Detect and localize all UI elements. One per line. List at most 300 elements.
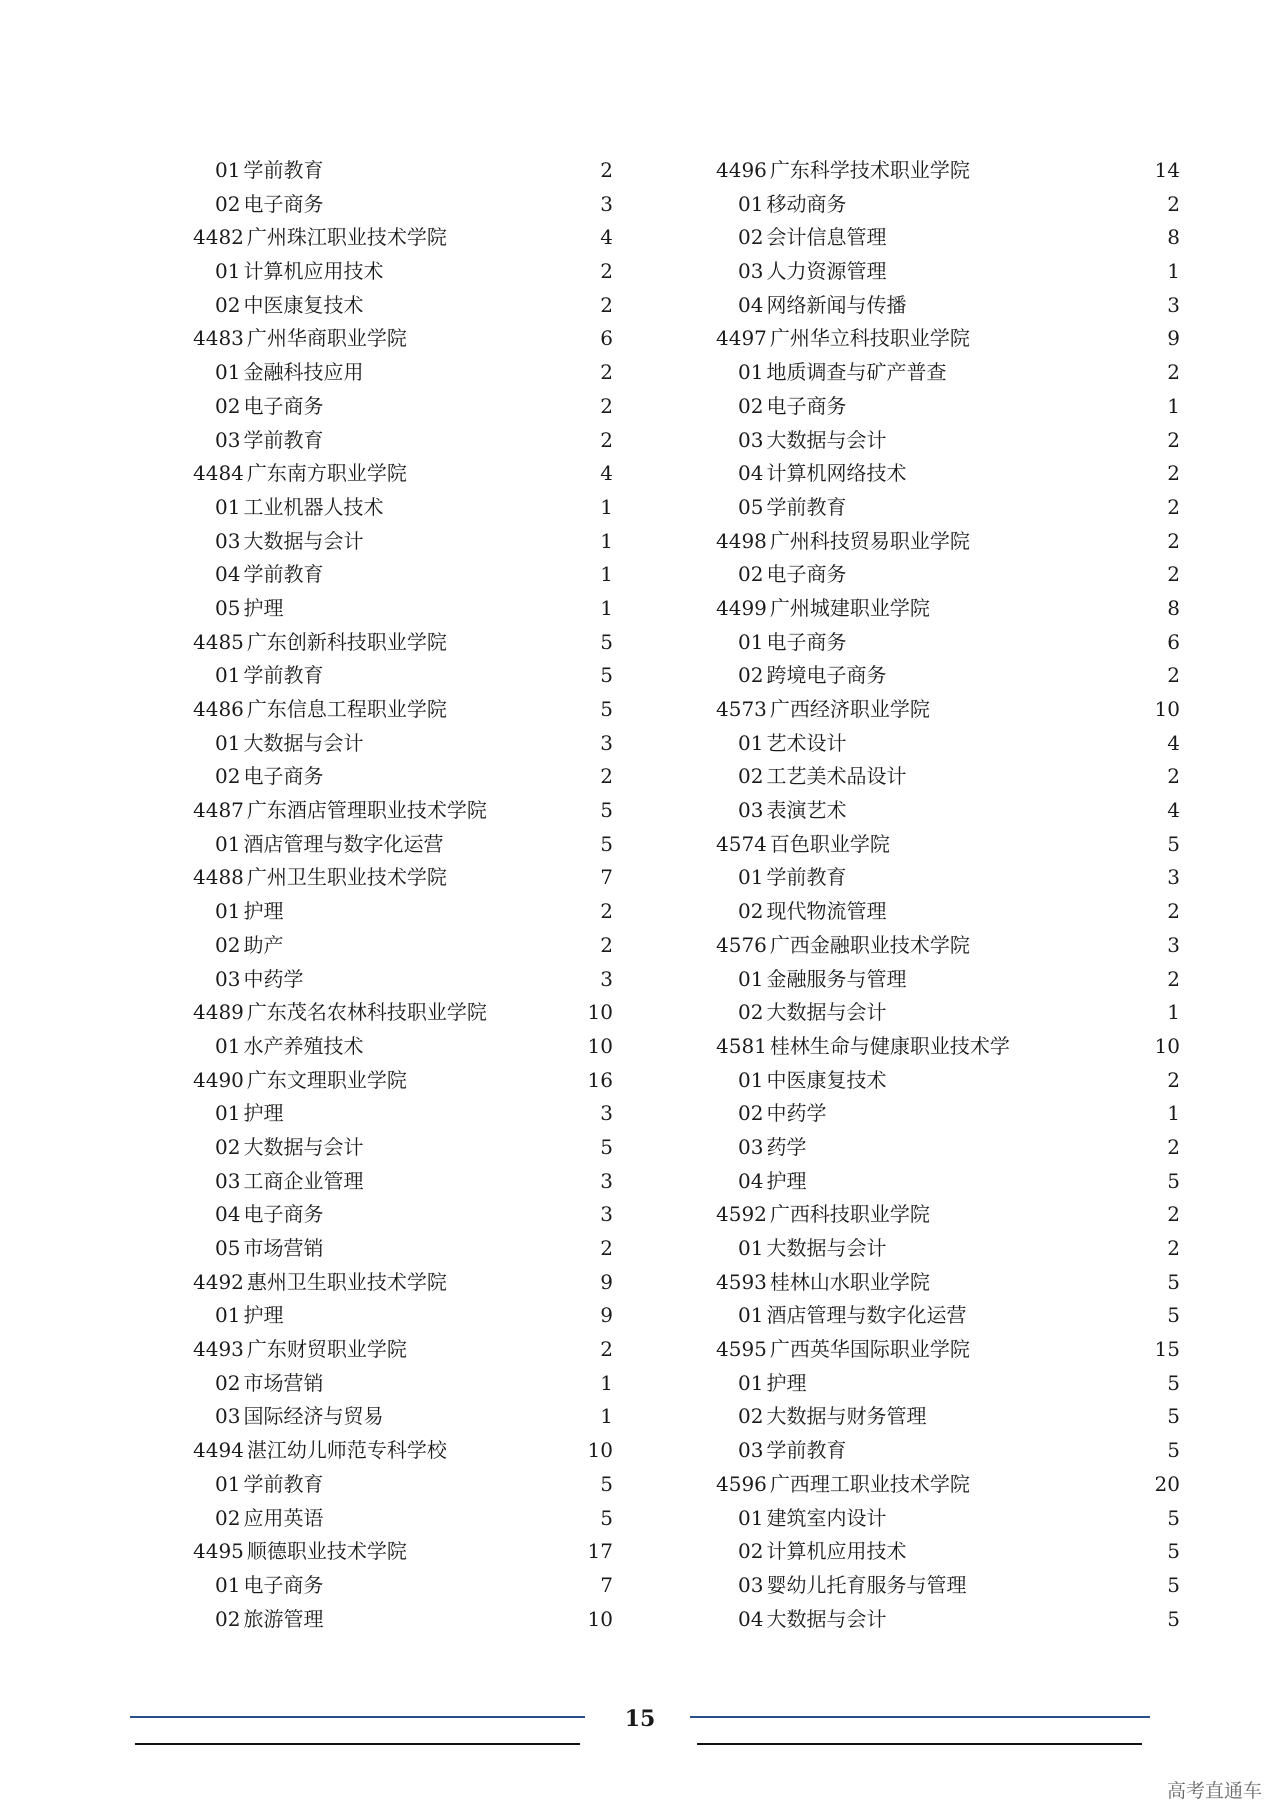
quota-count: 14 [1154,158,1180,182]
school-name: 广州科技贸易职业学院 [769,528,970,553]
quota-count: 10 [587,1606,613,1631]
school-name: 广州城建职业学院 [769,595,930,620]
major-row [716,659,1180,693]
major-name: 护理 [243,595,284,620]
major-code: 04 [738,292,764,317]
quota-count: 10 [587,1000,613,1025]
major-code: 03 [215,966,241,991]
major-code: 01 [215,1033,241,1058]
school-row [716,525,1180,559]
quota-count: 5 [1167,1269,1180,1294]
major-name: 大数据与财务管理 [766,1404,927,1429]
major-name: 电子商务 [243,191,324,216]
school-row [193,1535,643,1569]
major-name: 学前教育 [243,427,324,452]
quota-count: 2 [1167,360,1180,385]
school-row [193,1266,643,1300]
major-row [193,963,643,997]
quota-count: 2 [1167,562,1180,587]
quota-count: 2 [600,1337,613,1362]
school-code: 4592 [716,1202,767,1227]
quota-count: 3 [600,1168,613,1193]
quota-count: 5 [1167,1370,1180,1395]
school-name: 广东信息工程职业学院 [246,697,447,721]
quota-count: 6 [1167,629,1180,654]
quota-count: 1 [1167,1000,1180,1025]
major-row [716,1603,1180,1637]
quota-count: 8 [1167,595,1180,620]
school-name: 广州珠江职业技术学院 [246,225,447,250]
school-row [716,693,1180,727]
quota-count: 1 [1167,393,1180,418]
right-column [716,154,1180,1636]
page-number: 15 [624,1706,656,1732]
major-name: 建筑室内设计 [766,1505,887,1530]
quota-count: 4 [600,461,613,486]
major-row [193,390,643,424]
major-code: 01 [215,899,241,924]
major-row [193,659,643,693]
school-name: 广东南方职业学院 [246,461,407,486]
quota-count: 5 [600,831,613,856]
major-name: 网络新闻与传播 [766,292,907,317]
school-row [193,794,643,828]
school-row [193,861,643,895]
major-row [716,356,1180,390]
quota-count: 2 [600,899,613,924]
school-name: 广州卫生职业技术学院 [246,865,447,890]
major-code: 05 [738,494,764,519]
quota-count: 2 [1167,427,1180,452]
major-row [193,558,643,592]
school-code: 4595 [716,1337,767,1362]
school-row [716,1333,1180,1367]
major-row [193,255,643,289]
school-row [193,693,643,727]
major-row [716,1232,1180,1266]
quota-count: 2 [1167,663,1180,688]
major-row [193,525,643,559]
quota-count: 2 [600,1236,613,1260]
major-name: 护理 [766,1168,807,1193]
major-row [193,1198,643,1232]
quota-count: 16 [587,1067,613,1092]
major-code: 03 [738,1438,764,1463]
major-row [193,727,643,761]
major-code: 03 [215,1168,241,1193]
school-row [716,1198,1180,1232]
major-row [193,188,643,222]
school-name: 百色职业学院 [769,831,890,856]
quota-count: 7 [600,865,613,890]
major-code: 04 [738,461,764,486]
major-name: 跨境电子商务 [766,663,887,688]
major-row [193,1097,643,1131]
major-row [716,1400,1180,1434]
major-name: 市场营销 [243,1236,324,1260]
quota-count: 4 [600,225,613,250]
major-row [193,289,643,323]
major-code: 01 [215,259,241,284]
footer-rule-bottom-right [697,1743,1142,1745]
watermark-text: 高考直通车 [1166,1780,1262,1802]
major-row [716,760,1180,794]
major-code: 01 [215,663,241,688]
major-row [193,1131,643,1165]
quota-count: 1 [600,1404,613,1429]
major-name: 护理 [766,1370,807,1395]
major-row [716,1367,1180,1401]
major-code: 02 [738,1000,764,1025]
school-row [193,457,643,491]
school-code: 4495 [193,1539,244,1564]
school-code: 4493 [193,1337,244,1362]
quota-count: 2 [1167,1202,1180,1227]
major-code: 02 [215,292,241,317]
major-code: 03 [738,259,764,284]
school-row [716,1030,1180,1064]
major-code: 04 [215,1202,241,1227]
major-name: 护理 [243,1303,284,1328]
major-name: 计算机网络技术 [766,461,907,486]
major-row [716,861,1180,895]
quota-count: 2 [1167,494,1180,519]
quota-count: 9 [1167,326,1180,351]
major-code: 02 [215,191,241,216]
quota-count: 5 [600,798,613,823]
major-name: 电子商务 [766,629,847,654]
major-row [193,1030,643,1064]
major-name: 学前教育 [766,494,847,519]
major-name: 大数据与会计 [766,1606,887,1631]
major-code: 02 [738,562,764,587]
major-name: 大数据与会计 [766,427,887,452]
major-row [716,558,1180,592]
quota-count: 2 [1167,1067,1180,1092]
school-row [716,828,1180,862]
major-row [716,626,1180,660]
school-code: 4499 [716,595,767,620]
major-row [193,356,643,390]
footer-rule-bottom-left [135,1743,580,1745]
school-name: 顺德职业技术学院 [246,1539,407,1564]
quota-count: 5 [1167,1404,1180,1429]
school-code: 4490 [193,1067,244,1092]
major-name: 中医康复技术 [766,1067,887,1092]
school-name: 惠州卫生职业技术学院 [246,1269,447,1294]
school-code: 4574 [716,831,767,856]
major-row [193,1502,643,1536]
major-name: 学前教育 [243,562,324,587]
major-row [716,996,1180,1030]
quota-count: 5 [600,1134,613,1159]
school-code: 4482 [193,225,244,250]
major-code: 03 [215,427,241,452]
major-name: 大数据与会计 [243,528,364,553]
quota-count: 5 [1167,1572,1180,1597]
quota-count: 4 [1167,798,1180,823]
quota-count: 5 [600,697,613,721]
major-row [716,289,1180,323]
school-row [193,996,643,1030]
quota-count: 2 [1167,966,1180,991]
quota-count: 2 [1167,764,1180,789]
major-row [716,1502,1180,1536]
school-name: 广西英华国际职业学院 [769,1337,970,1362]
major-name: 国际经济与贸易 [243,1404,384,1429]
major-name: 艺术设计 [766,730,847,755]
quota-count: 3 [600,966,613,991]
major-code: 03 [738,427,764,452]
major-name: 酒店管理与数字化运营 [766,1303,967,1328]
major-name: 现代物流管理 [766,899,887,924]
school-name: 广西理工职业技术学院 [769,1471,970,1496]
school-code: 4497 [716,326,767,351]
quota-count: 2 [1167,461,1180,486]
major-name: 护理 [243,1101,284,1126]
major-name: 大数据与会计 [243,1134,364,1159]
school-name: 广东财贸职业学院 [246,1337,407,1362]
school-name: 广西科技职业学院 [769,1202,930,1227]
school-name: 广东茂名农林科技职业学院 [246,1000,487,1025]
quota-count: 9 [600,1303,613,1328]
major-code: 02 [215,393,241,418]
major-code: 01 [215,158,241,182]
major-code: 04 [738,1606,764,1631]
school-code: 4488 [193,865,244,890]
quota-count: 2 [600,360,613,385]
school-row [716,929,1180,963]
major-row [716,188,1180,222]
quota-count: 1 [600,562,613,587]
school-code: 4593 [716,1269,767,1294]
major-row [716,1569,1180,1603]
major-name: 中医康复技术 [243,292,364,317]
major-code: 02 [738,764,764,789]
major-code: 02 [738,1404,764,1429]
major-row [716,221,1180,255]
major-row [193,1232,643,1266]
school-row [716,592,1180,626]
major-name: 旅游管理 [243,1606,324,1631]
school-row [193,626,643,660]
major-row [716,457,1180,491]
major-code: 02 [215,1505,241,1530]
school-row [193,1064,643,1098]
major-name: 中药学 [243,966,304,991]
major-row [193,1603,643,1637]
major-name: 地质调查与矿产普查 [766,360,947,385]
major-name: 电子商务 [243,393,324,418]
major-code: 02 [738,393,764,418]
major-name: 电子商务 [243,1572,324,1597]
major-row [193,154,643,188]
school-name: 广州华商职业学院 [246,326,407,351]
major-name: 学前教育 [243,663,324,688]
major-row [716,255,1180,289]
quota-count: 17 [587,1539,613,1564]
quota-count: 5 [1167,1606,1180,1631]
school-row [716,154,1180,188]
school-code: 4486 [193,697,244,721]
school-name: 广东科学技术职业学院 [769,158,970,182]
major-name: 电子商务 [243,764,324,789]
quota-count: 3 [1167,865,1180,890]
major-code: 04 [738,1168,764,1193]
quota-count: 5 [1167,1505,1180,1530]
major-code: 01 [215,494,241,519]
school-code: 4485 [193,629,244,654]
quota-count: 5 [600,1505,613,1530]
major-code: 02 [215,764,241,789]
major-name: 移动商务 [766,191,847,216]
quota-count: 10 [1154,697,1180,721]
quota-count: 6 [600,326,613,351]
major-name: 学前教育 [766,1438,847,1463]
quota-count: 2 [1167,191,1180,216]
school-name: 广东酒店管理职业技术学院 [246,798,487,823]
major-name: 学前教育 [243,158,324,182]
quota-count: 1 [1167,1101,1180,1126]
major-name: 计算机应用技术 [766,1539,907,1564]
school-name: 广州华立科技职业学院 [769,326,970,351]
school-code: 4498 [716,528,767,553]
major-name: 市场营销 [243,1370,324,1395]
school-code: 4581 [716,1033,767,1058]
major-row [716,491,1180,525]
school-row [193,1434,643,1468]
left-column [193,154,643,1636]
major-code: 01 [738,865,764,890]
major-code: 01 [215,1303,241,1328]
quota-count: 3 [600,730,613,755]
major-row [716,1064,1180,1098]
school-code: 4576 [716,932,767,957]
major-name: 表演艺术 [766,798,847,823]
major-row [716,390,1180,424]
major-code: 01 [738,629,764,654]
major-code: 01 [215,1572,241,1597]
major-row [716,727,1180,761]
major-row [193,592,643,626]
major-code: 03 [738,1134,764,1159]
major-name: 工艺美术品设计 [766,764,907,789]
major-code: 01 [738,1505,764,1530]
school-name: 湛江幼儿师范专科学校 [246,1438,447,1463]
major-name: 金融科技应用 [243,360,364,385]
school-row [193,221,643,255]
quota-count: 1 [1167,259,1180,284]
quota-count: 15 [1154,1337,1180,1362]
quota-count: 1 [600,1370,613,1395]
quota-count: 10 [587,1033,613,1058]
quota-count: 5 [600,1471,613,1496]
major-name: 电子商务 [766,393,847,418]
school-code: 4489 [193,1000,244,1025]
major-name: 金融服务与管理 [766,966,907,991]
quota-count: 5 [1167,1168,1180,1193]
quota-count: 2 [600,932,613,957]
major-row [716,1299,1180,1333]
quota-count: 2 [1167,1236,1180,1260]
major-code: 02 [215,1134,241,1159]
quota-count: 1 [600,528,613,553]
school-code: 4496 [716,158,767,182]
major-row [193,1468,643,1502]
quota-count: 5 [1167,1438,1180,1463]
quota-count: 2 [1167,528,1180,553]
major-name: 酒店管理与数字化运营 [243,831,444,856]
major-name: 电子商务 [243,1202,324,1227]
major-row [193,895,643,929]
major-code: 01 [215,831,241,856]
quota-count: 4 [1167,730,1180,755]
major-name: 大数据与会计 [766,1000,887,1025]
quota-count: 2 [600,158,613,182]
major-code: 03 [215,1404,241,1429]
major-row [193,1367,643,1401]
quota-count: 5 [1167,831,1180,856]
major-code: 02 [738,1539,764,1564]
quota-count: 5 [1167,1303,1180,1328]
major-code: 01 [215,1101,241,1126]
school-code: 4487 [193,798,244,823]
quota-count: 2 [600,393,613,418]
major-code: 03 [738,798,764,823]
quota-count: 20 [1154,1471,1180,1496]
major-name: 学前教育 [766,865,847,890]
major-name: 药学 [766,1134,807,1159]
major-name: 中药学 [766,1101,827,1126]
footer-rule-top-right [690,1716,1150,1718]
quota-count: 2 [600,427,613,452]
quota-count: 10 [587,1438,613,1463]
quota-count: 2 [1167,1134,1180,1159]
major-row [716,424,1180,458]
school-code: 4492 [193,1269,244,1294]
quota-count: 9 [600,1269,613,1294]
school-code: 4573 [716,697,767,721]
major-code: 01 [215,1471,241,1496]
major-code: 05 [215,595,241,620]
major-code: 02 [215,1606,241,1631]
major-code: 01 [738,191,764,216]
major-name: 学前教育 [243,1471,324,1496]
major-row [716,1165,1180,1199]
major-name: 工商企业管理 [243,1168,364,1193]
quota-count: 5 [600,663,613,688]
school-name: 桂林山水职业学院 [769,1269,930,1294]
major-code: 02 [738,225,764,250]
major-name: 护理 [243,899,284,924]
major-code: 01 [738,1303,764,1328]
major-row [716,1434,1180,1468]
major-code: 01 [738,1370,764,1395]
major-row [193,1400,643,1434]
school-name: 广东文理职业学院 [246,1067,407,1092]
major-name: 计算机应用技术 [243,259,384,284]
school-name: 广西经济职业学院 [769,697,930,721]
major-name: 助产 [243,932,284,957]
quota-count: 3 [1167,932,1180,957]
school-code: 4484 [193,461,244,486]
quota-count: 7 [600,1572,613,1597]
major-code: 01 [738,966,764,991]
school-row [716,322,1180,356]
quota-count: 3 [600,1101,613,1126]
major-name: 大数据与会计 [243,730,364,755]
school-code: 4596 [716,1471,767,1496]
